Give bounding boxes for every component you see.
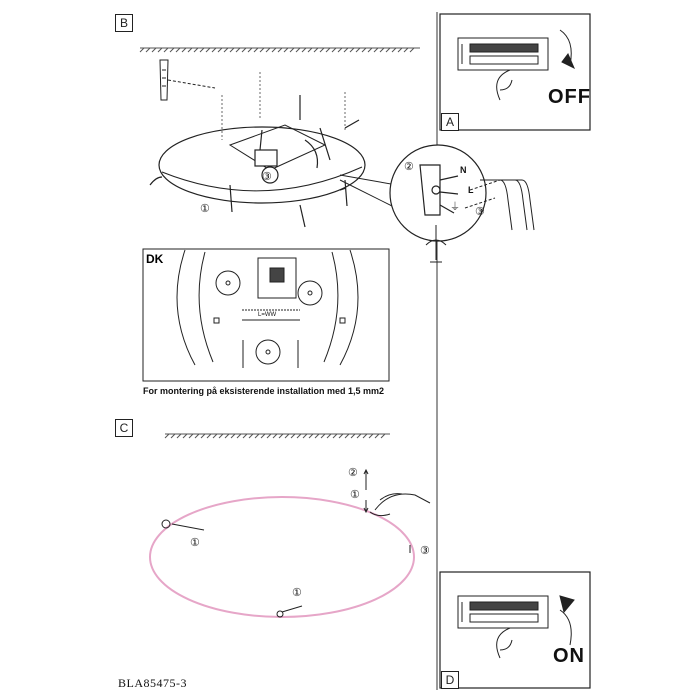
- dk-caption: For montering på eksisterende installation med 1,5 mm2: [143, 386, 385, 396]
- screw-guide-lines: [222, 72, 345, 140]
- callout-3-zoom: ③: [475, 206, 485, 218]
- dk-label: DK: [146, 252, 164, 266]
- callout-1-c-left: ①: [190, 537, 200, 549]
- product-code: BLA85475-3: [118, 676, 187, 690]
- callout-1-b: ①: [200, 203, 210, 215]
- panel-a-label: A: [441, 113, 459, 131]
- panel-d-label: D: [441, 671, 459, 689]
- callout-1-c-top: ①: [350, 489, 360, 501]
- callout-3-c: ③: [420, 545, 430, 557]
- ceiling-hatch-b: [140, 48, 420, 52]
- neutral-label: N: [460, 165, 467, 175]
- live-label: L: [468, 185, 474, 195]
- wall-plug-drawing: [160, 60, 215, 100]
- step-c-label: C: [115, 419, 133, 437]
- switch-on-text: ON: [553, 645, 585, 667]
- switch-off-text: OFF: [548, 86, 591, 108]
- dimension-text: L=WW: [258, 312, 277, 318]
- callout-1-c-bottom: ①: [292, 587, 302, 599]
- earth-icon: ⏚: [450, 202, 460, 213]
- step-b-label: B: [115, 14, 133, 32]
- ceiling-hatch-c: [165, 434, 390, 438]
- callout-2-b: ②: [404, 161, 414, 173]
- mounting-plate-drawing: [150, 95, 365, 227]
- glass-shade-outline: [150, 497, 414, 617]
- hand-drawing: [370, 494, 430, 516]
- callout-3-b: ③: [262, 171, 272, 183]
- dk-plate-drawing: [177, 250, 358, 368]
- callout-2-c: ②: [348, 467, 358, 479]
